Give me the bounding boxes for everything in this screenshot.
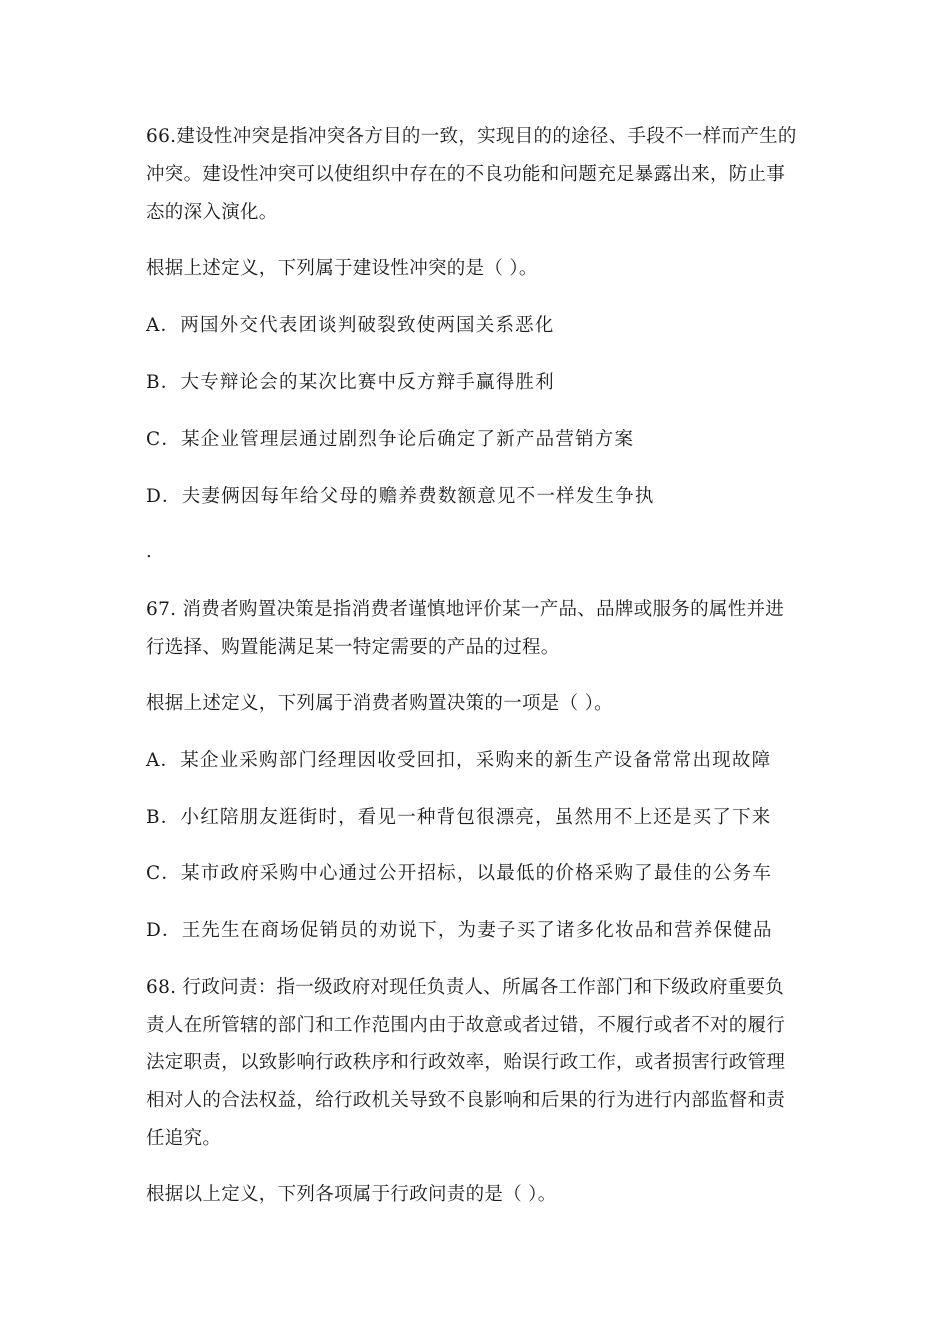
question-66-option-c: C．某企业管理层通过剧烈争论后确定了新产品营销方案 [146,429,635,450]
question-67-prompt: 根据上述定义，下列属于消费者购置决策的一项是（ ）。 [146,693,613,714]
question-68-stem-line: 法定职责，以致影响行政秩序和行政效率，贻误行政工作，或者损害行政管理 [146,1052,786,1073]
question-66-stem-line: 态的深入演化。 [146,202,278,223]
question-68-stem-line: 责人在所管辖的部门和工作范围内由于故意或者过错，不履行或者不对的履行 [146,1015,786,1036]
question-66-stem-line: 冲突。建设性冲突可以使组织中存在的不良功能和问题充足暴露出来，防止事 [146,164,786,185]
question-68-prompt: 根据以上定义，下列各项属于行政问责的是（ ）。 [146,1184,557,1205]
question-67-option-d: D．王先生在商场促销员的劝说下，为妻子买了诸多化妆品和营养保健品 [146,920,773,941]
question-67-stem-line: 67. 消费者购置决策是指消费者谨慎地评价某一产品、品牌或服务的属性并进 [146,599,785,620]
question-67-stem-line: 行选择、购置能满足某一特定需要的产品的过程。 [146,637,560,658]
question-66-stem-line: 66.建设性冲突是指冲突各方目的一致，实现目的的途径、手段不一样而产生的 [146,126,797,147]
question-68-stem-line: 相对人的合法权益，给行政机关导致不良影响和后果的行为进行内部监督和责 [146,1090,786,1111]
question-68-stem-line: 任追究。 [146,1128,222,1149]
question-67-option-b: B．小红陪朋友逛街时，看见一种背包很漂亮，虽然用不上还是买了下来 [146,807,772,828]
question-66-option-d: D．夫妻俩因每年给父母的赡养费数额意见不一样发生争执 [146,486,655,507]
question-66-option-a: A．两国外交代表团谈判破裂致使两国关系恶化 [146,315,555,336]
question-67-option-a: A．某企业采购部门经理因收受回扣，采购来的新生产设备常常出现故障 [146,750,772,771]
separator-dot: . [146,541,152,562]
question-66-option-b: B．大专辩论会的某次比赛中反方辩手赢得胜利 [146,372,555,393]
question-67-option-c: C．某市政府采购中心通过公开招标，以最低的价格采购了最佳的公务车 [146,863,773,884]
question-68-stem-line: 68. 行政问责：指一级政府对现任负责人、所属各工作部门和下级政府重要负 [146,977,785,998]
question-66-prompt: 根据上述定义，下列属于建设性冲突的是（ ）。 [146,258,538,279]
